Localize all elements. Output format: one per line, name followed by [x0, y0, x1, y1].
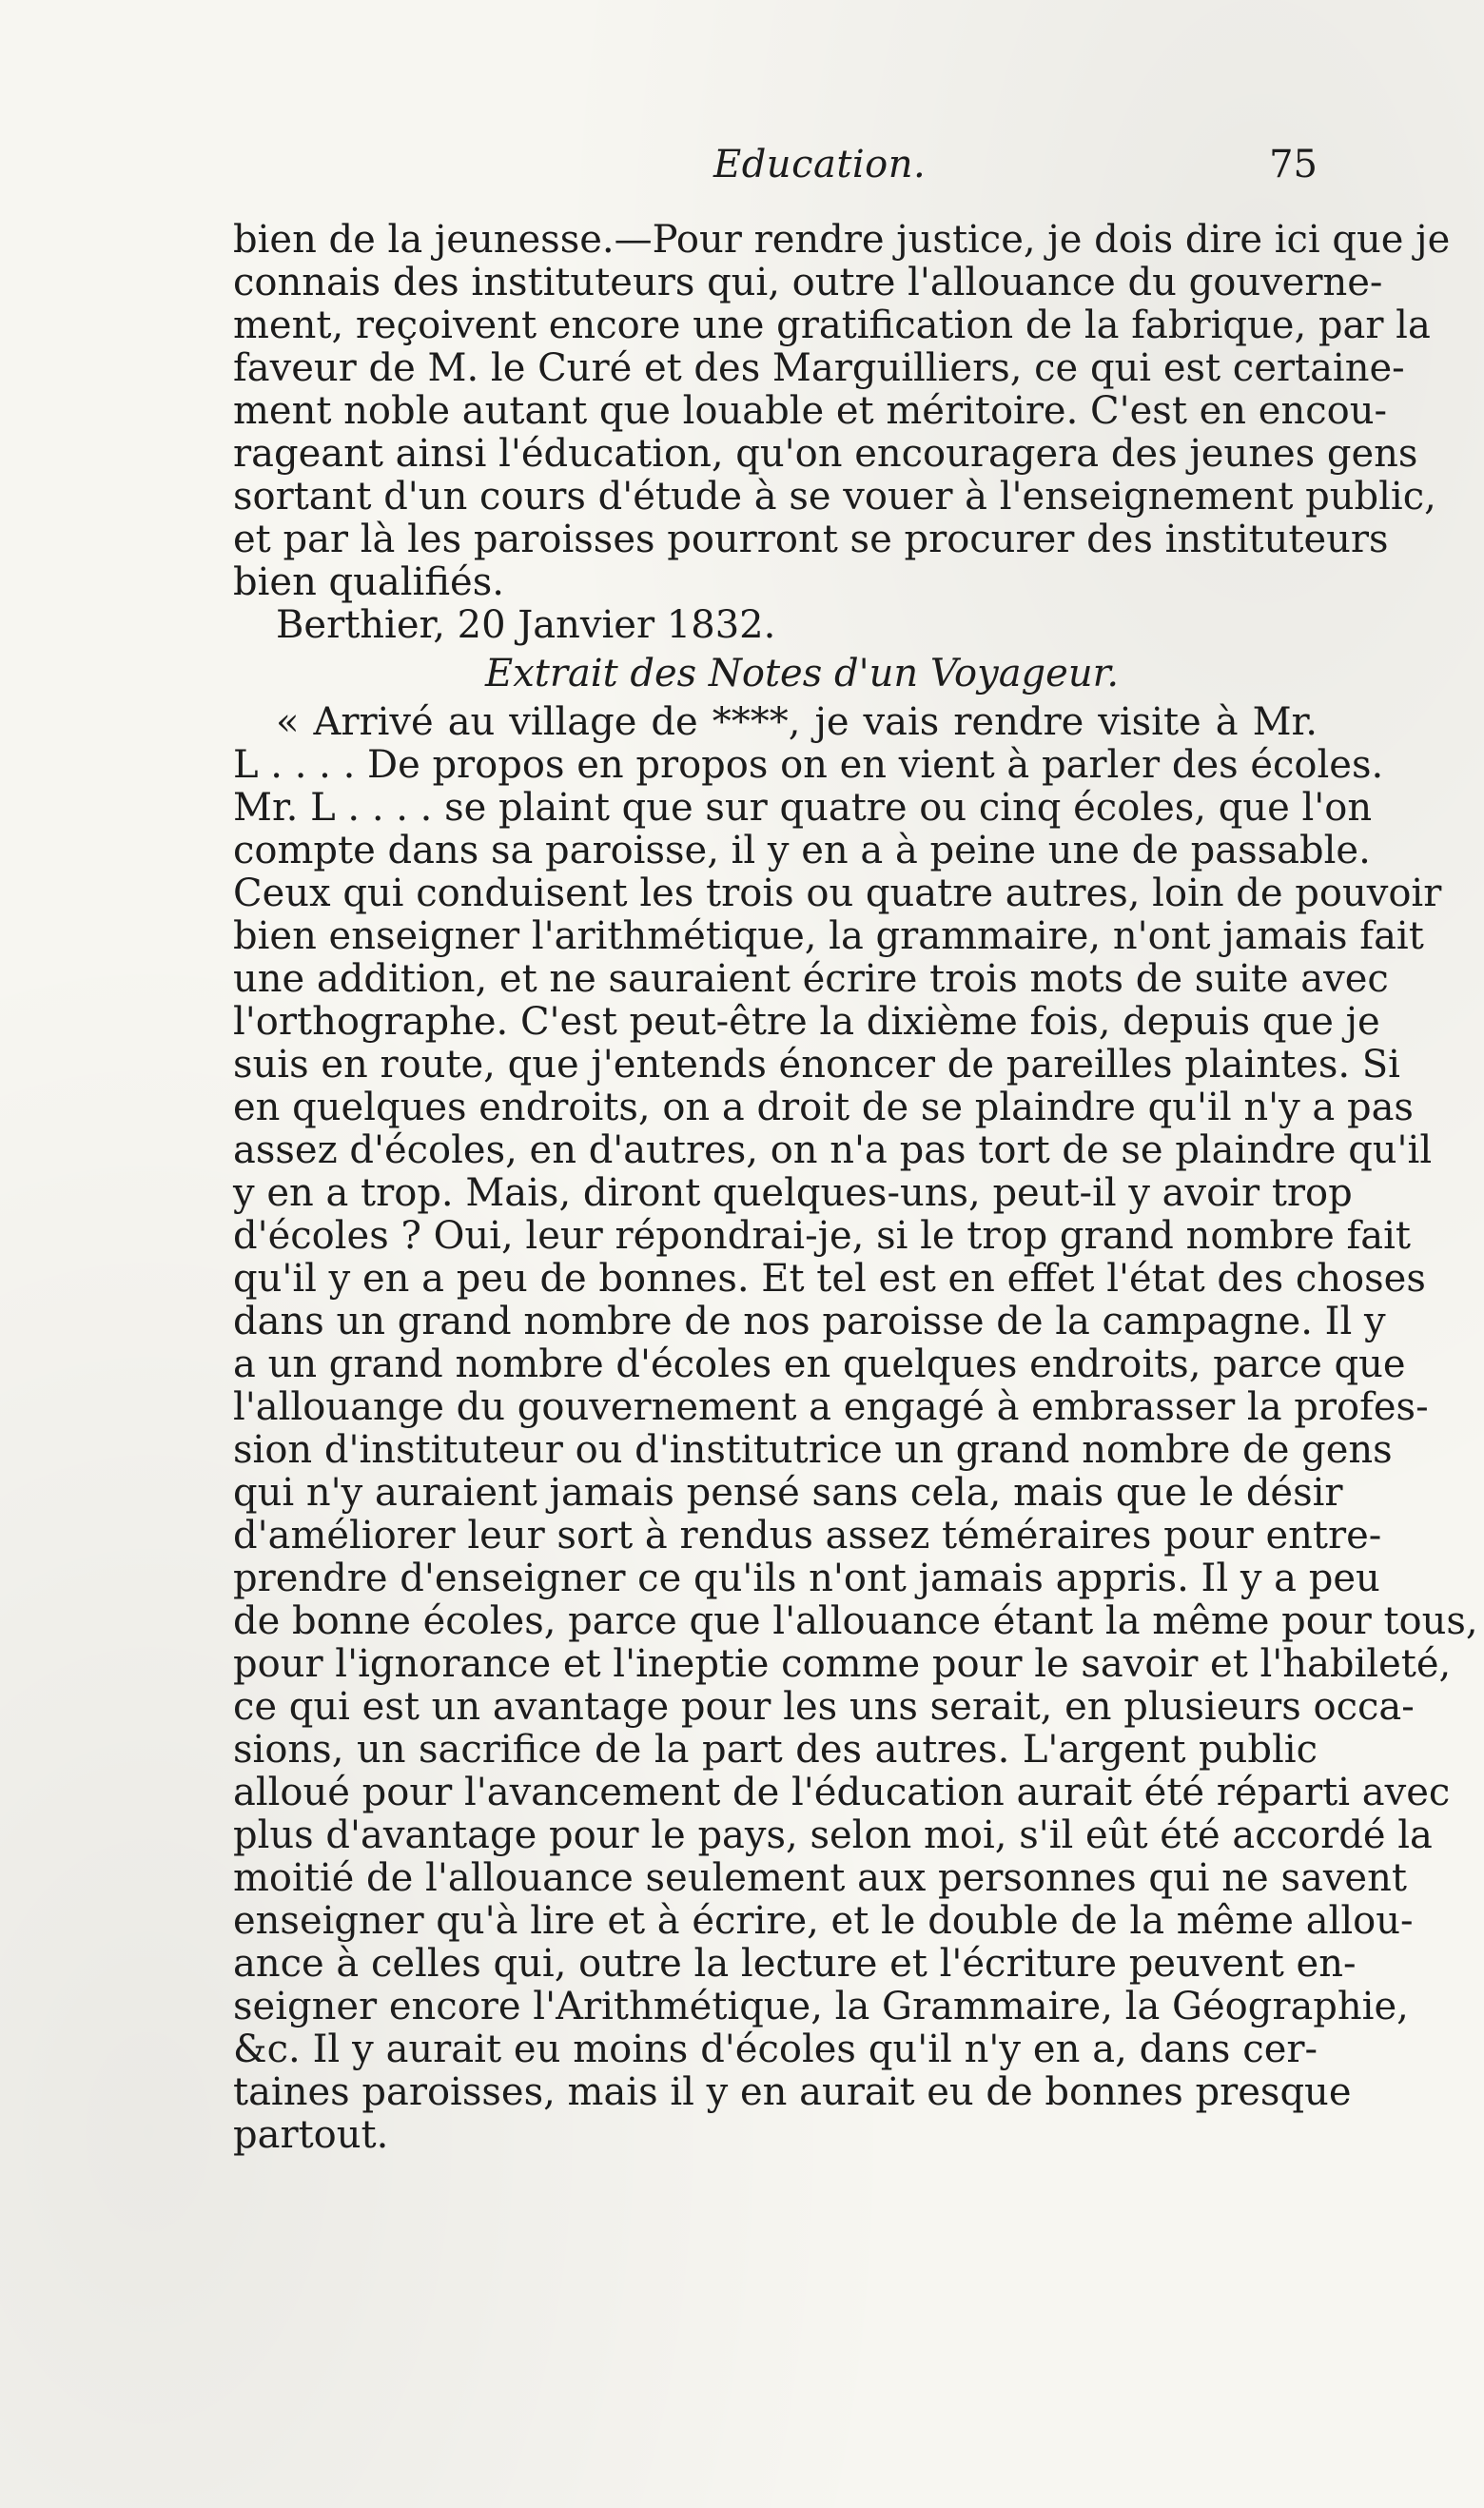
- text-line: compte dans sa paroisse, il y en a à peine une de passable.: [233, 829, 1371, 872]
- text-line: dans un grand nombre de nos paroisse de la campagne. Il y: [233, 1300, 1386, 1343]
- text-line: Mr. L . . . . se plaint que sur quatre ou cinq écoles, que l'on: [233, 786, 1373, 830]
- page-header: [233, 143, 1318, 200]
- text-line: L . . . . De propos en propos on en vient à parler des écoles.: [233, 743, 1384, 787]
- text-line: qui n'y auraient jamais pensé sans cela, mais que le désir: [233, 1471, 1343, 1515]
- text-line: &c. Il y aurait eu moins d'écoles qu'il n'y en a, dans cer-: [233, 2028, 1318, 2071]
- text-line: en quelques endroits, on a droit de se plaindre qu'il n'y a pas: [233, 1086, 1414, 1129]
- text-line: bien de la jeunesse.—Pour rendre justice, je dois dire ici que je: [233, 218, 1451, 262]
- text-line: l'orthographe. C'est peut-être la dixième fois, depuis que je: [233, 1000, 1380, 1044]
- text-line: d'améliorer leur sort à rendus assez téméraires pour entre-: [233, 1514, 1382, 1558]
- text-line: ment, reçoivent encore une gratification de la fabrique, par la: [233, 304, 1431, 347]
- text-line: qu'il y en a peu de bonnes. Et tel est en effet l'état des choses: [233, 1257, 1426, 1301]
- text-line: de bonne écoles, parce que l'allouance étant la même pour tous,: [233, 1599, 1478, 1643]
- text-line: prendre d'enseigner ce qu'ils n'ont jamais appris. Il y a peu: [233, 1557, 1380, 1600]
- text-line: connais des instituteurs qui, outre l'allouance du gouverne-: [233, 261, 1383, 304]
- text-line: ce qui est un avantage pour les uns serait, en plusieurs occa-: [233, 1685, 1415, 1729]
- text-line: alloué pour l'avancement de l'éducation aurait été réparti avec: [233, 1771, 1451, 1814]
- text-line: « Arrivé au village de ****, je vais rendre visite à Mr.: [276, 700, 1318, 744]
- text-line: ment noble autant que louable et méritoire. C'est en encou-: [233, 389, 1387, 433]
- text-line: bien qualifiés.: [233, 560, 504, 604]
- text-line: faveur de M. le Curé et des Marguilliers, ce qui est certaine-: [233, 346, 1405, 390]
- text-line: Ceux qui conduisent les trois ou quatre autres, loin de pouvoir: [233, 872, 1442, 915]
- text-line: une addition, et ne sauraient écrire trois mots de suite avec: [233, 957, 1389, 1001]
- signoff-place-date: Berthier, 20 Janvier 1832.: [276, 603, 776, 647]
- text-line: sion d'instituteur ou d'institutrice un grand nombre de gens: [233, 1428, 1393, 1472]
- text-line: plus d'avantage pour le pays, selon moi, s'il eût été accordé la: [233, 1813, 1433, 1857]
- text-line: enseigner qu'à lire et à écrire, et le double de la même allou-: [233, 1899, 1414, 1943]
- text-line: pour l'ignorance et l'ineptie comme pour le savoir et l'habileté,: [233, 1642, 1452, 1686]
- section-heading: Extrait des Notes d'un Voyageur.: [485, 652, 1120, 696]
- text-line: bien enseigner l'arithmétique, la grammaire, n'ont jamais fait: [233, 914, 1424, 958]
- running-head: Education.: [713, 143, 927, 186]
- text-line: sions, un sacrifice de la part des autres. L'argent public: [233, 1728, 1318, 1772]
- text-line: et par là les paroisses pourront se procurer des instituteurs: [233, 518, 1389, 561]
- body-text: [233, 218, 1478, 2157]
- text-line: suis en route, que j'entends énoncer de pareilles plaintes. Si: [233, 1043, 1400, 1087]
- text-line: taines paroisses, mais il y en aurait eu de bonnes presque: [233, 2070, 1352, 2114]
- page-number: 75: [1269, 143, 1318, 186]
- text-line: sortant d'un cours d'étude à se vouer à l'enseignement public,: [233, 475, 1436, 519]
- text-line: d'écoles ? Oui, leur répondrai-je, si le trop grand nombre fait: [233, 1214, 1411, 1258]
- text-line: l'allouange du gouvernement a engagé à embrasser la profes-: [233, 1385, 1429, 1429]
- text-line: seigner encore l'Arithmétique, la Grammaire, la Géographie,: [233, 1985, 1409, 2028]
- text-line: rageant ainsi l'éducation, qu'on encouragera des jeunes gens: [233, 432, 1418, 476]
- text-line: moitié de l'allouance seulement aux personnes qui ne savent: [233, 1856, 1407, 1900]
- paragraph-education-conclusion: [233, 218, 1451, 647]
- text-line: y en a trop. Mais, diront quelques-uns, peut-il y avoir trop: [233, 1171, 1353, 1215]
- text-line: assez d'écoles, en d'autres, on n'a pas tort de se plaindre qu'il: [233, 1128, 1433, 1172]
- text-line: partout.: [233, 2113, 389, 2157]
- text-line: ance à celles qui, outre la lecture et l'écriture peuvent en-: [233, 1942, 1357, 1986]
- text-line: a un grand nombre d'écoles en quelques endroits, parce que: [233, 1342, 1406, 1386]
- paragraph-travel-notes: [233, 700, 1478, 2157]
